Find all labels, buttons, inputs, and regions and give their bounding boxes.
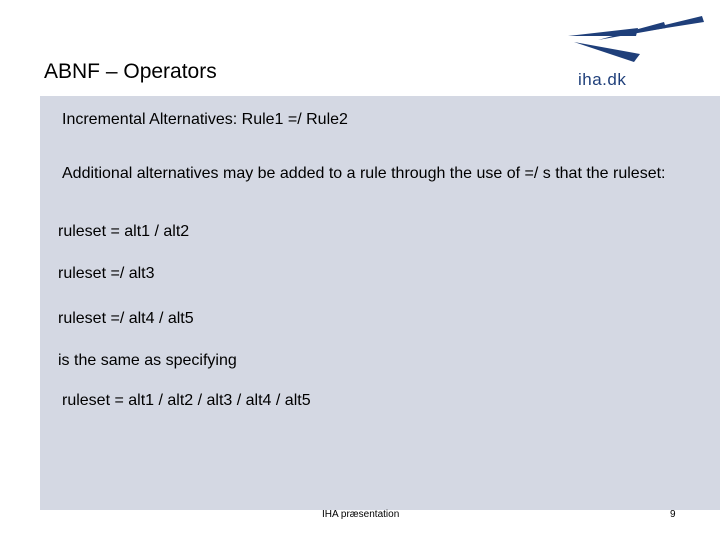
content-panel — [40, 96, 720, 510]
code-line: ruleset = alt1 / alt2 / alt3 / alt4 / alt5 — [62, 392, 311, 409]
slide-heading: Incremental Alternatives: Rule1 =/ Rule2 — [62, 111, 348, 128]
logo-text: iha.dk — [578, 70, 627, 89]
code-line: ruleset = alt1 / alt2 — [58, 223, 190, 240]
intro-paragraph: Additional alternatives may be added to a rule through the use of =/ s that the ruleset: — [62, 165, 666, 182]
code-line: ruleset =/ alt3 — [58, 265, 155, 282]
footer-label: IHA præsentation — [322, 509, 400, 520]
explanation-line: is the same as specifying — [58, 352, 237, 369]
page-number: 9 — [670, 509, 676, 520]
slide-title: ABNF – Operators — [44, 60, 217, 83]
code-line: ruleset =/ alt4 / alt5 — [58, 310, 194, 327]
